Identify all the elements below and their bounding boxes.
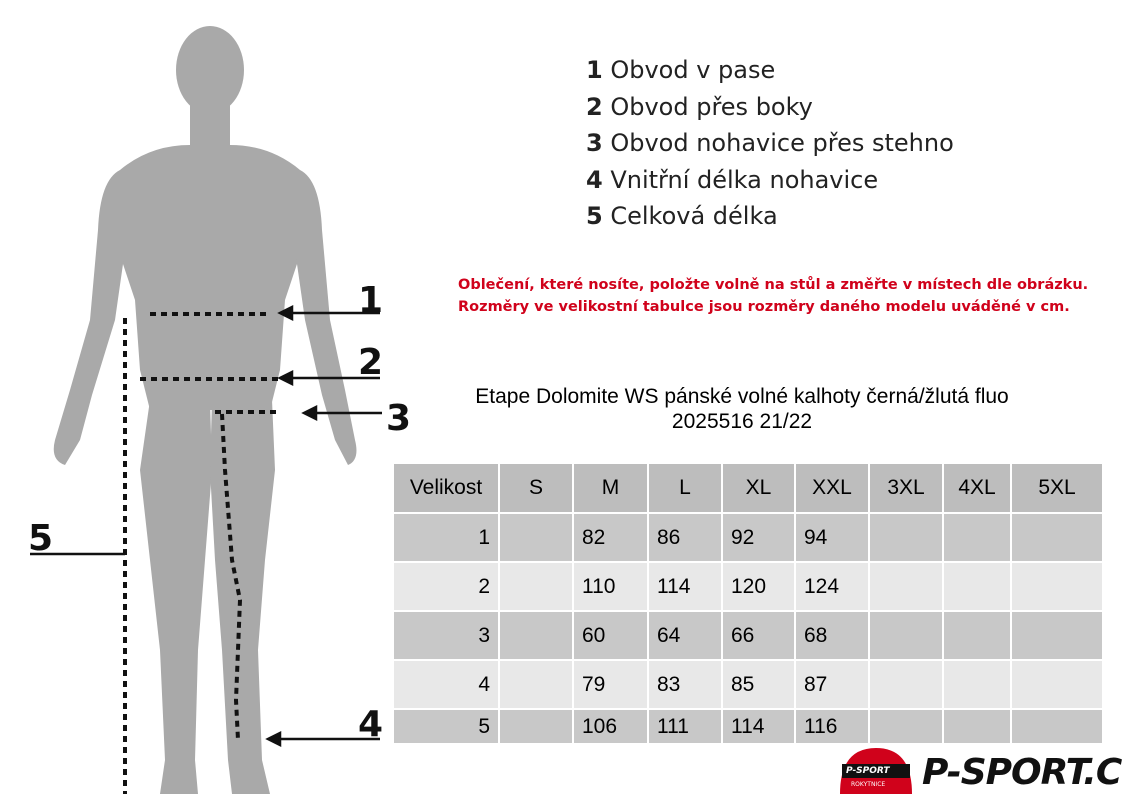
cell: 79 bbox=[574, 661, 647, 708]
measurement-legend bbox=[586, 52, 954, 235]
cell: 116 bbox=[796, 710, 868, 743]
cell bbox=[500, 710, 572, 743]
cell: 68 bbox=[796, 612, 868, 659]
cell bbox=[944, 514, 1010, 561]
cell: 120 bbox=[723, 563, 794, 610]
row-label: 5 bbox=[394, 710, 498, 743]
cell bbox=[1012, 563, 1102, 610]
cell bbox=[500, 514, 572, 561]
cell: 94 bbox=[796, 514, 868, 561]
row-label: 3 bbox=[394, 612, 498, 659]
table-row bbox=[394, 612, 1102, 659]
cell: 60 bbox=[574, 612, 647, 659]
cell bbox=[1012, 514, 1102, 561]
legend-item: 3 Obvod nohavice přes stehno bbox=[586, 129, 954, 157]
product-title-line-1: Etape Dolomite WS pánské volné kalhoty černá/žlutá fluo bbox=[475, 385, 1009, 408]
header-cell: XXL bbox=[796, 464, 868, 512]
cell bbox=[870, 612, 942, 659]
cell bbox=[944, 563, 1010, 610]
header-cell: S bbox=[500, 464, 572, 512]
table-row bbox=[394, 563, 1102, 610]
cell: 124 bbox=[796, 563, 868, 610]
size-table-header bbox=[394, 464, 1102, 512]
notice-line-2: Rozměry ve velikostní tabulce jsou rozměry daného modelu uváděné v cm. bbox=[458, 299, 1070, 315]
header-cell: 4XL bbox=[944, 464, 1010, 512]
marker-4: 4 bbox=[358, 704, 384, 745]
measurement-notice bbox=[458, 274, 1088, 318]
cell bbox=[944, 710, 1010, 743]
cell: 83 bbox=[649, 661, 721, 708]
size-table bbox=[392, 462, 1104, 745]
cell: 87 bbox=[796, 661, 868, 708]
header-cell: 3XL bbox=[870, 464, 942, 512]
legend-item: 2 Obvod přes boky bbox=[586, 92, 813, 121]
marker-3: 3 bbox=[386, 398, 412, 439]
legend-item: 4 Vnitřní délka nohavice bbox=[586, 165, 879, 194]
cell bbox=[944, 612, 1010, 659]
cell bbox=[1012, 612, 1102, 659]
cell bbox=[1012, 710, 1102, 743]
cell: 114 bbox=[723, 710, 794, 743]
cell: 106 bbox=[574, 710, 647, 743]
header-cell: XL bbox=[723, 464, 794, 512]
cell: 110 bbox=[574, 563, 647, 610]
cell bbox=[1012, 661, 1102, 708]
header-cell: 5XL bbox=[1012, 464, 1102, 512]
notice-line-1: Oblečení, které nosíte, položte volně na stůl a změřte v místech dle obrázku. bbox=[458, 277, 1089, 293]
cell: 64 bbox=[649, 612, 721, 659]
header-cell: Velikost bbox=[394, 464, 498, 512]
legend-item: 1 Obvod v pase bbox=[586, 56, 776, 84]
cell bbox=[870, 514, 942, 561]
table-row bbox=[394, 514, 1102, 561]
cell: 92 bbox=[723, 514, 794, 561]
body-measurement-figure bbox=[0, 0, 412, 794]
table-row bbox=[394, 710, 1102, 743]
marker-1: 1 bbox=[358, 280, 384, 321]
cell bbox=[870, 710, 942, 743]
product-title-line-2: 2025516 21/22 bbox=[671, 410, 813, 433]
row-label: 1 bbox=[394, 514, 498, 561]
product-title bbox=[392, 384, 1092, 434]
cell: 82 bbox=[574, 514, 647, 561]
logo-wordmark: P-SPORT.C bbox=[922, 752, 1122, 793]
cell bbox=[944, 661, 1010, 708]
cell: 86 bbox=[649, 514, 721, 561]
cell: 66 bbox=[723, 612, 794, 659]
row-label: 2 bbox=[394, 563, 498, 610]
table-row bbox=[394, 661, 1102, 708]
cell: 114 bbox=[649, 563, 721, 610]
logo-badge-bottom-text: ROKYTNICE bbox=[851, 781, 886, 788]
cell bbox=[870, 661, 942, 708]
cell: 85 bbox=[723, 661, 794, 708]
legend-item: 5 Celková délka bbox=[586, 202, 778, 230]
header-cell: M bbox=[574, 464, 647, 512]
cell bbox=[870, 563, 942, 610]
logo-badge-top-text: P-SPORT bbox=[846, 766, 890, 776]
cell bbox=[500, 563, 572, 610]
cell bbox=[500, 661, 572, 708]
marker-2: 2 bbox=[358, 342, 384, 383]
marker-5: 5 bbox=[28, 518, 54, 559]
row-label: 4 bbox=[394, 661, 498, 708]
cell: 111 bbox=[649, 710, 721, 743]
cell bbox=[500, 612, 572, 659]
header-cell: L bbox=[649, 464, 721, 512]
